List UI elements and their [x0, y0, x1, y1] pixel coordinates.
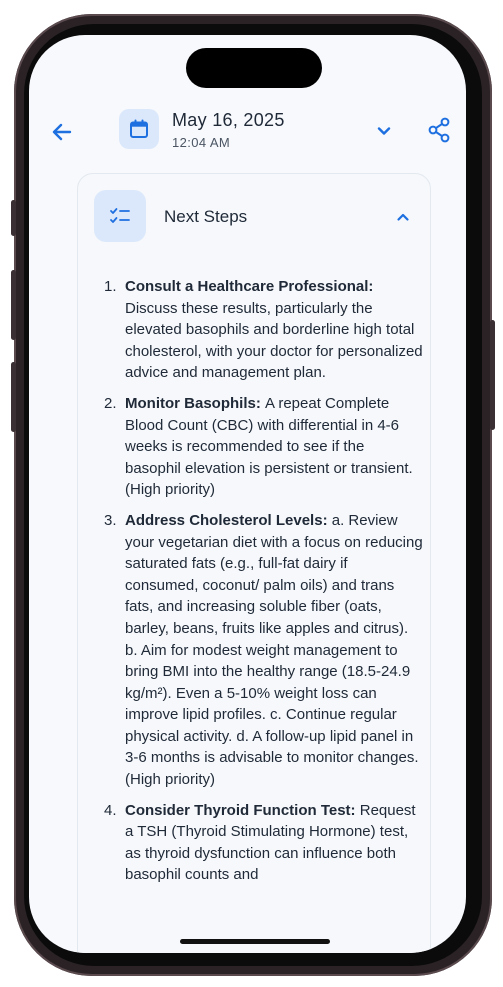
list-item	[104, 393, 424, 501]
home-indicator[interactable]	[180, 939, 330, 944]
list-item	[104, 800, 424, 886]
step-number: 1.	[104, 278, 117, 295]
next-steps-card	[77, 173, 431, 953]
arrow-left-icon[interactable]	[47, 117, 77, 147]
chevron-down-icon[interactable]	[372, 119, 396, 143]
step-body: Discuss these results, particularly the elevated basophils and borderline high total cholesterol, with your doctor for personalized advice and management plan.	[125, 299, 423, 382]
card-title: Next Steps	[164, 207, 248, 226]
share-icon[interactable]	[426, 116, 452, 144]
step-title: Consider Thyroid Function Test:	[125, 801, 360, 819]
header	[29, 107, 466, 167]
step-title: Address Cholesterol Levels:	[125, 511, 332, 529]
step-number: 3.	[104, 511, 117, 529]
power-button	[490, 320, 495, 430]
step-title: Consult a Healthcare Professional:	[125, 278, 374, 295]
chevron-up-icon[interactable]	[393, 207, 413, 227]
action-button	[11, 200, 16, 236]
step-body: A repeat Complete Blood Count (CBC) with differential in 4-6 weeks is recommended to see if the basophil elevation is persistent or transient. (High priority)	[125, 394, 413, 499]
list-item	[104, 510, 424, 791]
volume-down-button	[11, 362, 16, 432]
calendar-icon	[119, 109, 159, 149]
screen	[29, 35, 466, 953]
step-number: 4.	[104, 801, 117, 819]
date-title: May 16, 2025	[172, 110, 285, 130]
step-body: a. Review your vegetarian diet with a focus on reducing saturated fats (e.g., full-fat dairy if consumed, coconut/ palm oils) and trans fats, and increasing soluble fiber (oats, barley, beans, fruits like apples and citrus). b. Aim for modest weight management to bring BMI into the healthy range (18.5-24.9 kg/m²). Even a 5-10% weight loss can improve lipid profiles. c. Continue regular physical activity. d. A follow-up lipid panel in 3-6 months is advisable to monitor changes. (High priority)	[125, 511, 423, 789]
steps-list	[104, 276, 424, 895]
step-number: 2.	[104, 394, 117, 412]
card-header[interactable]	[78, 174, 432, 254]
list-item	[104, 276, 424, 384]
step-body: Request a TSH (Thyroid Stimulating Hormone) test, as thyroid dysfunction can influence both basophil counts and	[125, 801, 416, 884]
volume-up-button	[11, 270, 16, 340]
checklist-icon	[94, 190, 146, 242]
dynamic-island	[186, 48, 322, 88]
time-subtitle: 12:04 AM	[172, 135, 231, 150]
step-title: Monitor Basophils:	[125, 394, 265, 412]
